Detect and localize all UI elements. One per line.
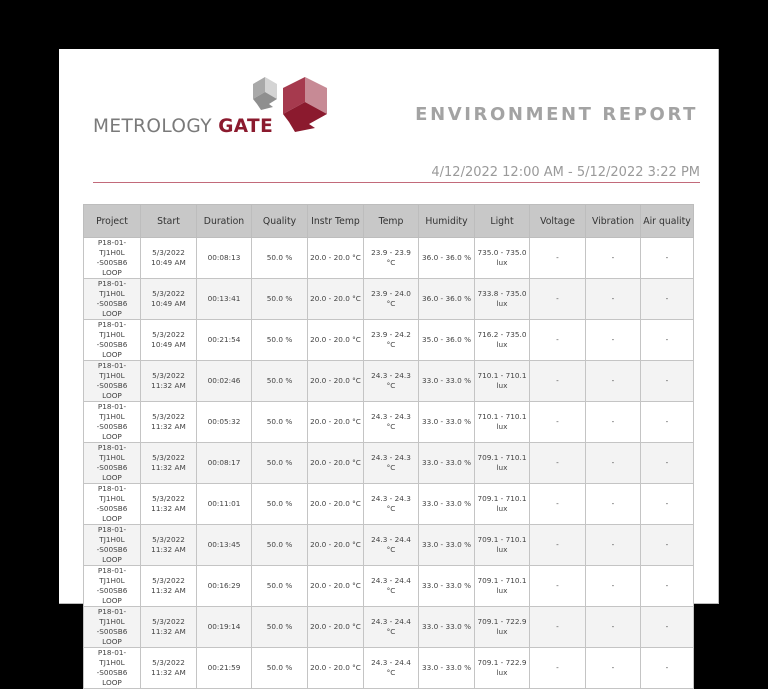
brand-name-metrology: METROLOGY [93,116,212,137]
cell-duration: 00:13:45 [197,525,252,566]
cell-instr-temp: 20.0 - 20.0 °C [308,238,364,279]
cell-air-quality: - [641,443,694,484]
table-row [84,607,694,648]
cell-voltage: - [530,443,586,484]
cell-light [475,525,530,566]
cell-vibration: - [586,238,641,279]
project-line-2: -S00SB6 LOOP [96,586,128,605]
start-time: 11:32 AM [151,422,186,431]
cell-instr-temp: 20.0 - 20.0 °C [308,361,364,402]
cell-voltage: - [530,402,586,443]
cell-humidity: 36.0 - 36.0 % [419,279,475,320]
cell-duration: 00:21:54 [197,320,252,361]
cell-project [84,607,141,648]
light-unit: lux [496,668,508,677]
project-line-2: -S00SB6 LOOP [96,258,128,277]
cell-light [475,402,530,443]
cell-humidity: 33.0 - 33.0 % [419,402,475,443]
cell-temp: 24.3 - 24.3 °C [364,402,419,443]
light-unit: lux [496,340,508,349]
light-range: 709.1 - 722.9 [477,617,527,626]
cell-air-quality: - [641,361,694,402]
cell-duration: 00:08:13 [197,238,252,279]
cell-humidity: 33.0 - 33.0 % [419,361,475,402]
light-unit: lux [496,504,508,513]
cell-vibration: - [586,607,641,648]
start-time: 11:32 AM [151,627,186,636]
project-line-1: P18-01-TJ1H0L [97,607,127,626]
cell-start [141,361,197,402]
light-range: 733.8 - 735.0 [477,289,527,298]
cell-temp: 23.9 - 23.9 °C [364,238,419,279]
cell-humidity: 33.0 - 33.0 % [419,525,475,566]
project-line-1: P18-01-TJ1H0L [97,320,127,339]
cell-light [475,484,530,525]
cell-instr-temp: 20.0 - 20.0 °C [308,648,364,689]
brand-wordmark [93,116,273,137]
cell-duration: 00:08:17 [197,443,252,484]
table-row [84,566,694,607]
start-time: 10:49 AM [151,299,186,308]
cell-voltage: - [530,607,586,648]
column-header-quality: Quality [252,205,308,238]
light-unit: lux [496,586,508,595]
cell-project [84,238,141,279]
cell-air-quality: - [641,607,694,648]
start-date: 5/3/2022 [152,412,185,421]
cell-temp: 24.3 - 24.3 °C [364,361,419,402]
cell-vibration: - [586,525,641,566]
project-line-1: P18-01-TJ1H0L [97,361,127,380]
header-divider [93,182,700,183]
cell-start [141,484,197,525]
metrology-gate-logo [93,74,333,137]
cell-instr-temp: 20.0 - 20.0 °C [308,607,364,648]
light-unit: lux [496,422,508,431]
cell-project [84,648,141,689]
start-date: 5/3/2022 [152,371,185,380]
cell-vibration: - [586,402,641,443]
column-header-temp: Temp [364,205,419,238]
light-range: 709.1 - 710.1 [477,494,527,503]
report-page [59,49,719,687]
project-line-1: P18-01-TJ1H0L [97,566,127,585]
cell-project [84,402,141,443]
table-row [84,279,694,320]
cell-instr-temp: 20.0 - 20.0 °C [308,525,364,566]
cell-temp: 24.3 - 24.3 °C [364,484,419,525]
start-time: 11:32 AM [151,545,186,554]
start-date: 5/3/2022 [152,289,185,298]
start-time: 11:32 AM [151,586,186,595]
cell-temp: 24.3 - 24.3 °C [364,443,419,484]
cell-vibration: - [586,279,641,320]
cell-light [475,320,530,361]
project-line-1: P18-01-TJ1H0L [97,525,127,544]
start-date: 5/3/2022 [152,453,185,462]
cell-vibration: - [586,443,641,484]
cell-duration: 00:02:46 [197,361,252,402]
cell-quality: 50.0 % [252,566,308,607]
cell-quality: 50.0 % [252,648,308,689]
project-line-1: P18-01-TJ1H0L [97,443,127,462]
cell-project [84,361,141,402]
light-range: 735.0 - 735.0 [477,248,527,257]
cell-start [141,443,197,484]
start-date: 5/3/2022 [152,617,185,626]
cell-light [475,361,530,402]
table-row [84,443,694,484]
light-range: 709.1 - 710.1 [477,535,527,544]
cell-light [475,648,530,689]
column-header-humidity: Humidity [419,205,475,238]
table-body [84,238,694,689]
cell-start [141,525,197,566]
cell-air-quality: - [641,238,694,279]
light-unit: lux [496,627,508,636]
cell-humidity: 33.0 - 33.0 % [419,648,475,689]
cell-quality: 50.0 % [252,484,308,525]
cell-instr-temp: 20.0 - 20.0 °C [308,443,364,484]
table-row [84,525,694,566]
project-line-2: -S00SB6 LOOP [96,504,128,523]
table-row [84,648,694,689]
cell-instr-temp: 20.0 - 20.0 °C [308,320,364,361]
start-time: 10:49 AM [151,340,186,349]
project-line-2: -S00SB6 LOOP [96,422,128,441]
light-unit: lux [496,299,508,308]
cell-voltage: - [530,566,586,607]
column-header-duration: Duration [197,205,252,238]
cell-project [84,279,141,320]
cell-vibration: - [586,320,641,361]
cell-temp: 23.9 - 24.0 °C [364,279,419,320]
cell-voltage: - [530,361,586,402]
cell-duration: 00:13:41 [197,279,252,320]
cell-duration: 00:21:59 [197,648,252,689]
cell-start [141,279,197,320]
cell-instr-temp: 20.0 - 20.0 °C [308,279,364,320]
project-line-1: P18-01-TJ1H0L [97,279,127,298]
cell-duration: 00:16:29 [197,566,252,607]
column-header-project: Project [84,205,141,238]
column-header-voltage: Voltage [530,205,586,238]
light-range: 709.1 - 722.9 [477,658,527,667]
report-title: ENVIRONMENT REPORT [415,104,698,125]
light-unit: lux [496,258,508,267]
table-header-row [84,205,694,238]
column-header-light: Light [475,205,530,238]
column-header-vibration: Vibration [586,205,641,238]
start-time: 10:49 AM [151,258,186,267]
table-row [84,320,694,361]
project-line-2: -S00SB6 LOOP [96,299,128,318]
column-header-start: Start [141,205,197,238]
cell-quality: 50.0 % [252,279,308,320]
light-unit: lux [496,381,508,390]
cell-start [141,320,197,361]
brand-name-gate: GATE [218,116,274,137]
start-date: 5/3/2022 [152,494,185,503]
cell-air-quality: - [641,525,694,566]
cell-voltage: - [530,525,586,566]
cell-project [84,484,141,525]
cell-quality: 50.0 % [252,320,308,361]
cell-start [141,566,197,607]
cell-humidity: 33.0 - 33.0 % [419,566,475,607]
project-line-1: P18-01-TJ1H0L [97,484,127,503]
cell-instr-temp: 20.0 - 20.0 °C [308,402,364,443]
project-line-1: P18-01-TJ1H0L [97,238,127,257]
project-line-2: -S00SB6 LOOP [96,340,128,359]
start-time: 11:32 AM [151,668,186,677]
cell-air-quality: - [641,484,694,525]
cell-project [84,525,141,566]
cell-air-quality: - [641,566,694,607]
light-range: 709.1 - 710.1 [477,576,527,585]
cell-light [475,607,530,648]
cell-humidity: 36.0 - 36.0 % [419,238,475,279]
cell-quality: 50.0 % [252,238,308,279]
cell-vibration: - [586,361,641,402]
cell-voltage: - [530,484,586,525]
light-range: 709.1 - 710.1 [477,453,527,462]
cell-humidity: 33.0 - 33.0 % [419,607,475,648]
cell-project [84,443,141,484]
cell-humidity: 33.0 - 33.0 % [419,484,475,525]
start-date: 5/3/2022 [152,330,185,339]
cell-air-quality: - [641,320,694,361]
cell-voltage: - [530,648,586,689]
cell-temp: 23.9 - 24.2 °C [364,320,419,361]
cell-project [84,566,141,607]
cell-instr-temp: 20.0 - 20.0 °C [308,484,364,525]
cell-start [141,648,197,689]
cell-temp: 24.3 - 24.4 °C [364,566,419,607]
cell-quality: 50.0 % [252,525,308,566]
table-row [84,484,694,525]
start-date: 5/3/2022 [152,248,185,257]
project-line-1: P18-01-TJ1H0L [97,648,127,667]
cell-light [475,443,530,484]
cell-quality: 50.0 % [252,607,308,648]
light-range: 710.1 - 710.1 [477,371,527,380]
light-unit: lux [496,463,508,472]
cell-vibration: - [586,566,641,607]
column-header-air-quality: Air quality [641,205,694,238]
start-time: 11:32 AM [151,381,186,390]
project-line-2: -S00SB6 LOOP [96,668,128,687]
table-row [84,238,694,279]
cell-humidity: 35.0 - 36.0 % [419,320,475,361]
cell-air-quality: - [641,279,694,320]
cell-quality: 50.0 % [252,361,308,402]
cell-voltage: - [530,320,586,361]
table-row [84,361,694,402]
cell-start [141,607,197,648]
start-date: 5/3/2022 [152,535,185,544]
light-range: 716.2 - 735.0 [477,330,527,339]
light-range: 710.1 - 710.1 [477,412,527,421]
table-row [84,402,694,443]
cell-air-quality: - [641,648,694,689]
cell-instr-temp: 20.0 - 20.0 °C [308,566,364,607]
cell-voltage: - [530,238,586,279]
cell-temp: 24.3 - 24.4 °C [364,648,419,689]
cell-duration: 00:05:32 [197,402,252,443]
start-time: 11:32 AM [151,463,186,472]
cell-humidity: 33.0 - 33.0 % [419,443,475,484]
cell-vibration: - [586,484,641,525]
cell-quality: 50.0 % [252,443,308,484]
cell-voltage: - [530,279,586,320]
project-line-2: -S00SB6 LOOP [96,545,128,564]
start-date: 5/3/2022 [152,576,185,585]
cell-duration: 00:19:14 [197,607,252,648]
cell-air-quality: - [641,402,694,443]
project-line-1: P18-01-TJ1H0L [97,402,127,421]
start-time: 11:32 AM [151,504,186,513]
cell-temp: 24.3 - 24.4 °C [364,525,419,566]
project-line-2: -S00SB6 LOOP [96,463,128,482]
report-date-range: 4/12/2022 12:00 AM - 5/12/2022 3:22 PM [431,165,700,180]
cell-light [475,238,530,279]
environment-table [83,204,694,689]
column-header-instr-temp: Instr Temp [308,205,364,238]
cell-project [84,320,141,361]
cell-quality: 50.0 % [252,402,308,443]
project-line-2: -S00SB6 LOOP [96,381,128,400]
cell-light [475,566,530,607]
cell-temp: 24.3 - 24.4 °C [364,607,419,648]
start-date: 5/3/2022 [152,658,185,667]
light-unit: lux [496,545,508,554]
cell-duration: 00:11:01 [197,484,252,525]
cell-start [141,402,197,443]
cell-start [141,238,197,279]
project-line-2: -S00SB6 LOOP [96,627,128,646]
cell-light [475,279,530,320]
cell-vibration: - [586,648,641,689]
